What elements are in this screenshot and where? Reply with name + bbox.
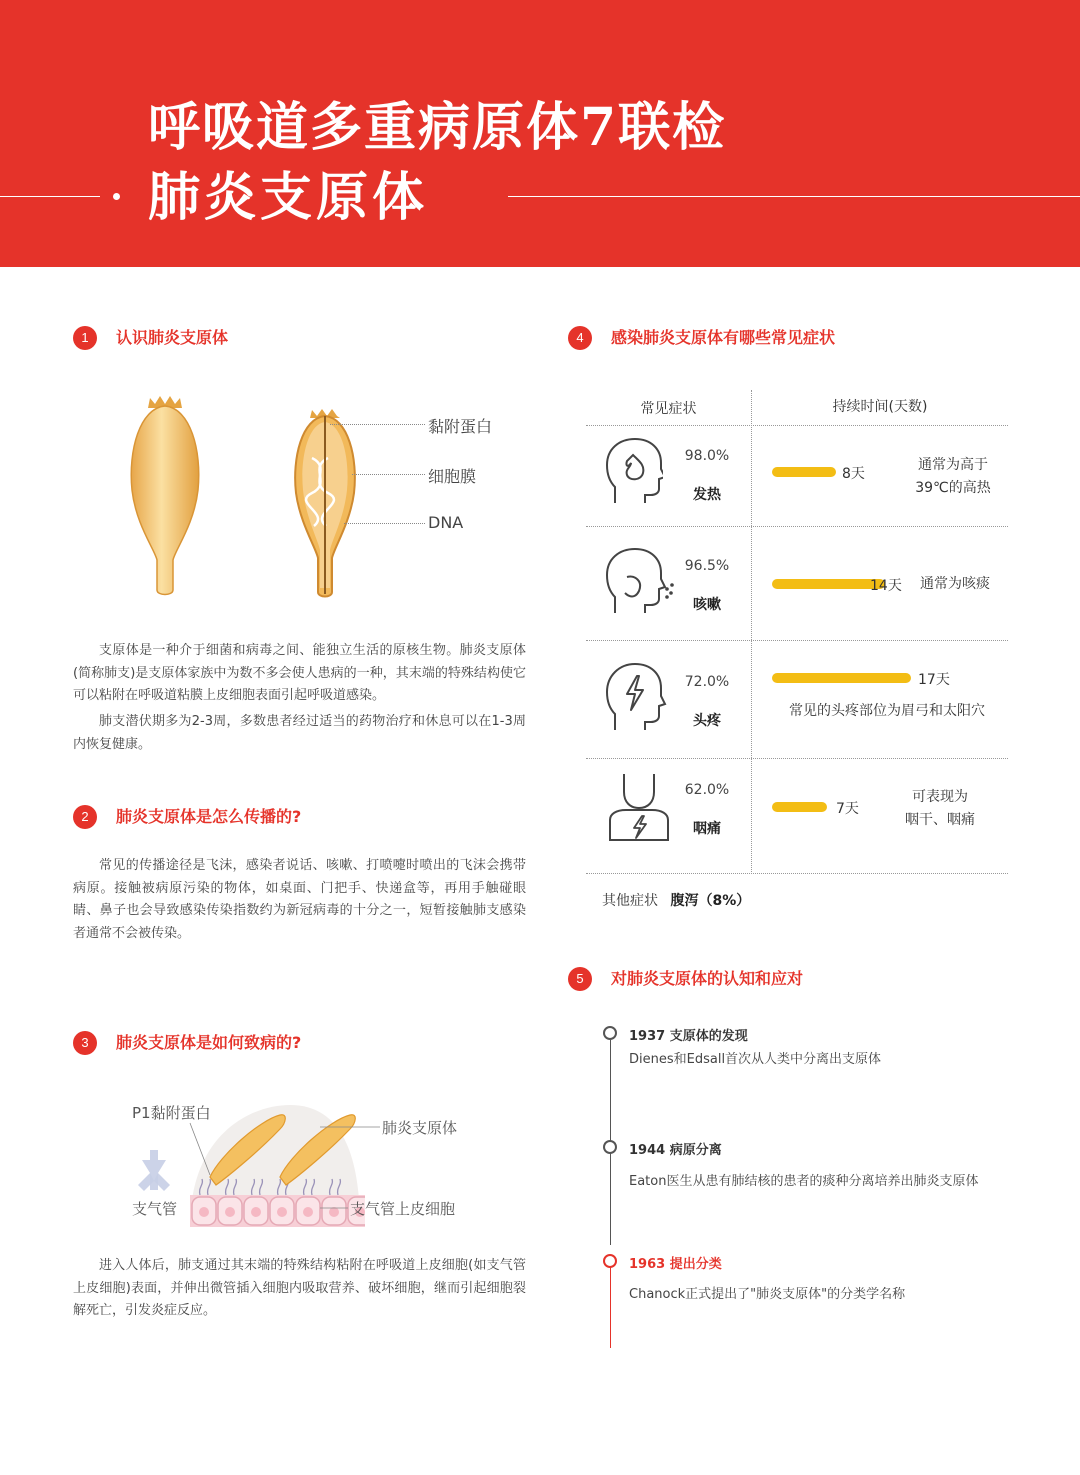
header-divider-right [508, 196, 1080, 197]
column-header-duration: 持续时间(天数) [832, 399, 928, 415]
row2-days: 14天 [870, 578, 902, 594]
event3-year: 1963 提出分类 [629, 1257, 722, 1272]
section2-paragraph: 常见的传播途径是飞沫，感染者说话、咳嗽、打喷嚏时喷出的飞沫会携带病原。接触被病原污染的物体，如桌面、门把手、快递盒等，再用手触碰眼睛、鼻子也会导致感染传染指数约为新冠病毒的十分之一，短暂接触肺支感染者通常不会被传染。 [73, 858, 526, 941]
timeline-marker [603, 1026, 617, 1040]
label-line-dna [344, 523, 425, 524]
page-title: 呼吸道多重病原体7联检 [148, 97, 727, 158]
label-line-membrane [352, 474, 425, 475]
table-row-divider [586, 758, 1008, 759]
event1-desc: Dienes和Edsall首次从人类中分离出支原体 [629, 1052, 882, 1067]
section1-paragraph-1: 支原体是一种介于细菌和病毒之间、能独立生活的原核生物。肺炎支原体(简称肺支)是支原体家族中为数不多会使人患病的一种，其末端的特殊结构使它可以粘附在呼吸道粘膜上皮细胞表面引起呼吸道感染。 [73, 643, 526, 703]
table-row-divider [586, 640, 1008, 641]
section2-number: 2 [73, 805, 97, 829]
row4-percentage: 62.0% [684, 782, 730, 798]
timeline-line-highlight [610, 1262, 611, 1348]
label-membrane: 细胞膜 [428, 467, 477, 486]
label-p1-adhesin: P1黏附蛋白 [132, 1104, 211, 1122]
section4-title: 感染肺炎支原体有哪些常见症状 [611, 328, 836, 347]
event3-desc: Chanock正式提出了"肺炎支原体"的分类学名称 [629, 1287, 906, 1302]
row4-days: 7天 [836, 801, 859, 817]
row1-note-line2: 39℃的高热 [915, 480, 991, 496]
row1-percentage: 98.0% [684, 448, 730, 464]
label-mycoplasma: 肺炎支原体 [382, 1119, 458, 1137]
section5-number: 5 [568, 967, 592, 991]
row2-note: 通常为咳痰 [920, 576, 990, 592]
label-adhesin: 黏附蛋白 [428, 417, 493, 436]
table-row-divider [586, 425, 1008, 426]
table-row-divider [586, 526, 1008, 527]
section1-title: 认识肺炎支原体 [116, 328, 229, 347]
other-symptoms [602, 890, 750, 910]
row1-days: 8天 [842, 466, 865, 482]
timeline-marker [603, 1140, 617, 1154]
row3-symptom: 头疼 [693, 713, 721, 729]
column-header-symptom: 常见症状 [640, 401, 697, 417]
label-dna: DNA [428, 513, 464, 532]
headache-head-icon [605, 662, 669, 734]
other-symptoms-value: 腹泻（8%） [670, 893, 751, 909]
throat-pain-icon [608, 772, 670, 842]
table-column-divider [751, 390, 752, 872]
row2-symptom: 咳嗽 [693, 597, 721, 613]
label-epithelium: 支气管上皮细胞 [350, 1200, 456, 1218]
mycoplasma-cross-section [290, 408, 360, 600]
row3-note: 常见的头疼部位为眉弓和太阳穴 [789, 703, 985, 719]
label-bronchus: 支气管 [132, 1200, 178, 1218]
fever-head-icon [605, 437, 663, 507]
section5-title: 对肺炎支原体的认知和应对 [611, 969, 804, 988]
row4-note-line1: 可表现为 [912, 789, 968, 805]
section4-number: 4 [568, 326, 592, 350]
section3-number: 3 [73, 1031, 97, 1055]
event1-year: 1937 支原体的发现 [629, 1029, 748, 1044]
section1-paragraph-2: 肺支潜伏期多为2-3周，多数患者经过适当的药物治疗和休息可以在1-3周内恢复健康。 [73, 714, 526, 752]
header-divider-left [0, 196, 100, 197]
row2-percentage: 96.5% [684, 558, 730, 574]
cough-head-icon [605, 547, 675, 617]
row4-duration-bar [772, 802, 827, 812]
row1-duration-bar [772, 467, 836, 477]
table-row-divider [586, 873, 1008, 874]
row4-note-line2: 咽干、咽痛 [905, 812, 975, 828]
section3-title: 肺炎支原体是如何致病的? [116, 1033, 302, 1052]
event2-year: 1944 病原分离 [629, 1143, 722, 1158]
row3-percentage: 72.0% [684, 674, 730, 690]
other-symptoms-label: 其他症状 [602, 893, 658, 909]
section1-number: 1 [73, 326, 97, 350]
row3-days: 17天 [918, 672, 950, 688]
event2-desc: Eaton医生从患有肺结核的患者的痰种分离培养出肺炎支原体 [629, 1174, 979, 1189]
mycoplasma-illustration [120, 390, 210, 600]
row4-note [880, 786, 1000, 832]
row1-symptom: 发热 [693, 487, 721, 503]
row1-note-line1: 通常为高于 [918, 457, 988, 473]
row1-note [892, 454, 1014, 500]
page-subtitle: 肺炎支原体 [148, 167, 429, 228]
row4-symptom: 咽痛 [693, 821, 721, 837]
timeline-marker-highlight [603, 1254, 617, 1268]
label-line-adhesin [330, 424, 425, 425]
row3-duration-bar [772, 673, 911, 683]
section2-title: 肺炎支原体是怎么传播的? [116, 807, 302, 826]
row2-duration-bar [772, 579, 885, 589]
header-divider-dot [113, 193, 120, 200]
section3-paragraph: 进入人体后，肺支通过其末端的特殊结构粘附在呼吸道上皮细胞(如支气管上皮细胞)表面，并伸出微管插入细胞内吸取营养、破坏细胞，继而引起细胞裂解死亡，引发炎症反应。 [73, 1258, 526, 1318]
